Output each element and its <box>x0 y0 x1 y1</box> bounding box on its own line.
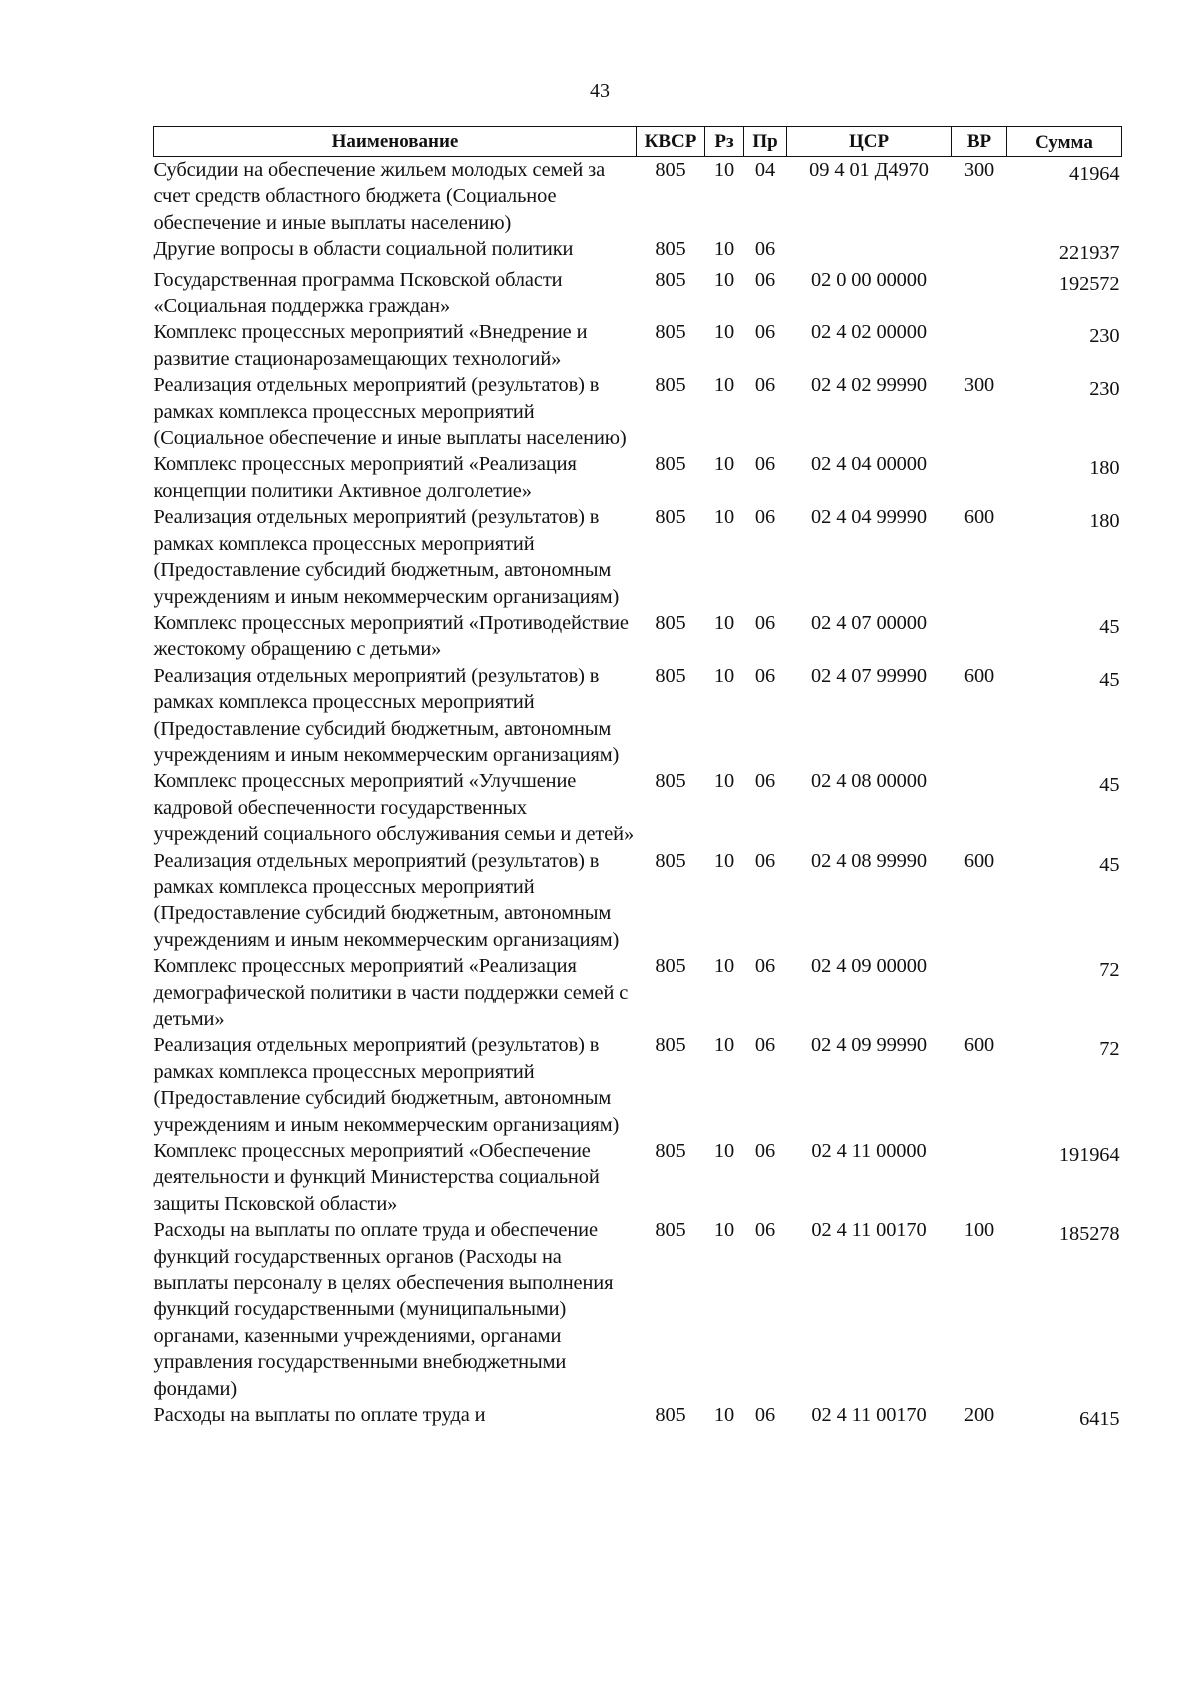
table-row <box>154 451 1122 504</box>
cell-sum-value: 41964 <box>1069 163 1120 185</box>
cell-kvsr: 805 <box>655 1034 686 1057</box>
cell-name: Субсидии на обеспечение жильем молодых семей за счет средств областного бюджета (Социальное обеспечение и иные выплаты населению) <box>153 159 606 234</box>
cell-pr: 06 <box>754 1404 776 1427</box>
cell-kvsr: 805 <box>655 955 686 978</box>
table-row <box>154 953 1122 1032</box>
cell-kvsr: 805 <box>655 849 686 872</box>
cell-sum <box>1007 768 1122 847</box>
cell-name: Реализация отдельных мероприятий (результатов) в рамках комплекса процессных мероприятий (Предоставление субсидий бюджетным, автономным учреждениям и иным некоммерческим организациям) <box>153 506 620 608</box>
cell-pr: 06 <box>754 1034 776 1057</box>
cell-vr: 600 <box>963 849 995 872</box>
cell-name: Реализация отдельных мероприятий (результатов) в рамках комплекса процессных мероприятий (Предоставление субсидий бюджетным, автономным учреждениям и иным некоммерческим организациям) <box>153 1034 620 1136</box>
cell-sum <box>1007 236 1122 266</box>
table-row <box>154 1217 1122 1402</box>
cell-pr: 06 <box>754 268 776 291</box>
cell-csr: 02 4 07 99990 <box>811 664 927 687</box>
cell-vr <box>952 953 1007 1032</box>
table-row <box>154 236 1122 266</box>
header-pr: Пр <box>744 127 787 157</box>
cell-sum <box>1007 848 1122 954</box>
table-row <box>154 768 1122 847</box>
cell-kvsr: 805 <box>655 770 686 793</box>
cell-sum <box>1007 663 1122 769</box>
cell-name: Расходы на выплаты по оплате труда и обеспечение функций государственных органов (Расходы на выплаты персоналу в целях обеспечения выполнения функций государственными (муниципальными) органами, казенными учреждениями, органами управления государственными внебюджетными фондами) <box>153 1219 614 1400</box>
cell-pr: 06 <box>754 453 776 476</box>
cell-sum <box>1007 319 1122 372</box>
cell-sum-value: 180 <box>1089 510 1120 533</box>
cell-pr: 06 <box>754 611 776 634</box>
cell-sum-value: 45 <box>1099 615 1120 638</box>
cell-name: Комплекс процессных мероприятий «Внедрение и развитие стационарозамещающих технологий» <box>153 321 588 370</box>
cell-vr <box>952 768 1007 847</box>
cell-sum-value: 72 <box>1099 1038 1120 1061</box>
cell-kvsr: 805 <box>655 453 686 476</box>
cell-rz: 10 <box>713 321 735 344</box>
cell-csr: 02 4 07 00000 <box>811 611 927 634</box>
cell-rz: 10 <box>713 506 735 529</box>
cell-pr: 06 <box>754 374 776 397</box>
cell-kvsr: 805 <box>655 1140 686 1163</box>
cell-sum-value: 230 <box>1089 378 1120 401</box>
table-row <box>154 848 1122 954</box>
cell-sum <box>1007 610 1122 663</box>
cell-vr <box>952 267 1007 320</box>
cell-sum-value: 221937 <box>1058 242 1120 265</box>
cell-rz: 10 <box>713 611 735 634</box>
budget-table <box>153 126 1122 1433</box>
cell-rz: 10 <box>713 664 735 687</box>
cell-vr <box>952 1138 1007 1217</box>
cell-rz: 10 <box>713 238 735 261</box>
cell-vr: 600 <box>963 1034 995 1057</box>
cell-pr: 06 <box>754 321 776 344</box>
cell-sum-value: 45 <box>1099 774 1120 797</box>
table-header-row <box>154 127 1122 157</box>
cell-pr: 06 <box>754 238 776 261</box>
cell-kvsr: 805 <box>655 268 686 291</box>
cell-vr: 600 <box>963 506 995 529</box>
header-rz: Рз <box>705 127 744 157</box>
cell-sum <box>1007 1217 1122 1402</box>
cell-pr: 04 <box>754 159 776 181</box>
cell-sum-value: 180 <box>1089 457 1120 480</box>
cell-name: Комплекс процессных мероприятий «Обеспечение деятельности и функций Министерства социальной защиты Псковской области» <box>153 1140 600 1215</box>
cell-rz: 10 <box>713 1034 735 1057</box>
cell-vr <box>952 451 1007 504</box>
cell-csr: 02 4 02 00000 <box>811 321 927 344</box>
cell-pr: 06 <box>754 1140 776 1163</box>
cell-rz: 10 <box>713 1404 735 1427</box>
cell-pr: 06 <box>754 664 776 687</box>
cell-rz: 10 <box>713 770 735 793</box>
cell-kvsr: 805 <box>655 374 686 397</box>
cell-sum-value: 185278 <box>1058 1223 1120 1246</box>
table-row <box>154 663 1122 769</box>
cell-sum <box>1007 953 1122 1032</box>
cell-name: Реализация отдельных мероприятий (результатов) в рамках комплекса процессных мероприятий (Социальное обеспечение и иные выплаты населению) <box>153 374 627 450</box>
cell-sum <box>1007 504 1122 610</box>
cell-pr: 06 <box>754 770 776 793</box>
table-row <box>154 1138 1122 1217</box>
cell-csr: 02 4 02 99990 <box>811 374 927 397</box>
cell-vr: 600 <box>963 664 995 687</box>
cell-csr: 02 4 11 00000 <box>811 1140 927 1163</box>
cell-csr: 02 4 08 99990 <box>811 849 927 872</box>
cell-csr: 02 4 11 00170 <box>811 1219 927 1242</box>
cell-vr: 300 <box>963 159 995 181</box>
cell-csr <box>787 236 952 266</box>
cell-pr: 06 <box>754 1219 776 1242</box>
header-vr: ВР <box>952 127 1007 157</box>
cell-sum <box>1007 157 1122 237</box>
cell-name: Другие вопросы в области социальной политики <box>153 238 574 261</box>
cell-name: Комплекс процессных мероприятий «Реализация демографической политики в части поддержки семей с детьми» <box>153 955 629 1030</box>
cell-csr: 02 4 09 00000 <box>811 955 927 978</box>
cell-sum <box>1007 372 1122 451</box>
cell-vr <box>952 319 1007 372</box>
cell-sum-value: 191964 <box>1058 1144 1120 1167</box>
cell-kvsr: 805 <box>655 506 686 529</box>
cell-csr: 02 4 11 00170 <box>811 1404 927 1427</box>
header-name: Наименование <box>154 127 637 157</box>
cell-sum <box>1007 1032 1122 1138</box>
cell-csr: 02 4 08 00000 <box>811 770 927 793</box>
cell-name: Реализация отдельных мероприятий (результатов) в рамках комплекса процессных мероприятий (Предоставление субсидий бюджетным, автономным учреждениям и иным некоммерческим организациям) <box>153 664 620 766</box>
cell-rz: 10 <box>713 453 735 476</box>
cell-sum-value: 6415 <box>1079 1408 1120 1431</box>
cell-rz: 10 <box>713 268 735 291</box>
table-row <box>154 372 1122 451</box>
cell-name: Реализация отдельных мероприятий (результатов) в рамках комплекса процессных мероприятий (Предоставление субсидий бюджетным, автономным учреждениям и иным некоммерческим организациям) <box>153 849 620 951</box>
table-row <box>154 319 1122 372</box>
cell-sum <box>1007 451 1122 504</box>
cell-vr <box>952 236 1007 266</box>
cell-kvsr: 805 <box>655 1219 686 1242</box>
cell-sum-value: 192572 <box>1058 272 1120 295</box>
cell-csr: 09 4 01 Д4970 <box>809 159 929 181</box>
cell-pr: 06 <box>754 849 776 872</box>
cell-sum-value: 45 <box>1099 668 1120 691</box>
table-row <box>154 1032 1122 1138</box>
cell-kvsr: 805 <box>655 238 686 261</box>
table-body <box>154 157 1122 1433</box>
cell-rz: 10 <box>713 1140 735 1163</box>
cell-kvsr: 805 <box>655 159 686 181</box>
header-csr: ЦСР <box>787 127 952 157</box>
cell-name: Комплекс процессных мероприятий «Улучшение кадровой обеспеченности государственных учреждений социального обслуживания семьи и детей» <box>153 770 635 846</box>
cell-pr: 06 <box>754 506 776 529</box>
cell-name: Комплекс процессных мероприятий «Реализация концепции политики Активное долголетие» <box>153 453 577 502</box>
table-row <box>154 267 1122 320</box>
cell-rz: 10 <box>713 849 735 872</box>
cell-kvsr: 805 <box>655 664 686 687</box>
cell-name: Государственная программа Псковской области «Социальная поддержка граждан» <box>153 268 563 318</box>
cell-rz: 10 <box>713 955 735 978</box>
cell-name: Комплекс процессных мероприятий «Противодействие жестокому обращению с детьми» <box>153 611 629 661</box>
header-sum: Сумма <box>1007 127 1122 157</box>
header-kvsr: КВСР <box>637 127 705 157</box>
table-row <box>154 504 1122 610</box>
cell-rz: 10 <box>713 374 735 397</box>
cell-vr <box>952 610 1007 663</box>
cell-csr: 02 0 00 00000 <box>811 268 927 291</box>
cell-rz: 10 <box>713 159 735 181</box>
cell-sum <box>1007 1138 1122 1217</box>
cell-sum-value: 230 <box>1089 325 1120 348</box>
table-row <box>154 157 1122 237</box>
cell-pr: 06 <box>754 955 776 978</box>
cell-sum <box>1007 267 1122 320</box>
cell-csr: 02 4 04 00000 <box>811 453 927 476</box>
cell-vr: 300 <box>963 374 995 397</box>
cell-sum-value: 45 <box>1099 853 1120 876</box>
cell-csr: 02 4 04 99990 <box>811 506 927 529</box>
cell-sum-value: 72 <box>1099 959 1120 982</box>
table-row <box>154 1402 1122 1432</box>
table-row <box>154 610 1122 663</box>
cell-sum <box>1007 1402 1122 1432</box>
cell-vr: 200 <box>963 1404 995 1427</box>
cell-name: Расходы на выплаты по оплате труда и <box>153 1404 486 1427</box>
cell-kvsr: 805 <box>655 1404 686 1427</box>
page-number: 43 <box>590 80 610 102</box>
cell-kvsr: 805 <box>655 611 686 634</box>
cell-kvsr: 805 <box>655 321 686 344</box>
cell-csr: 02 4 09 99990 <box>811 1034 927 1057</box>
cell-rz: 10 <box>713 1219 735 1242</box>
cell-vr: 100 <box>963 1219 995 1242</box>
